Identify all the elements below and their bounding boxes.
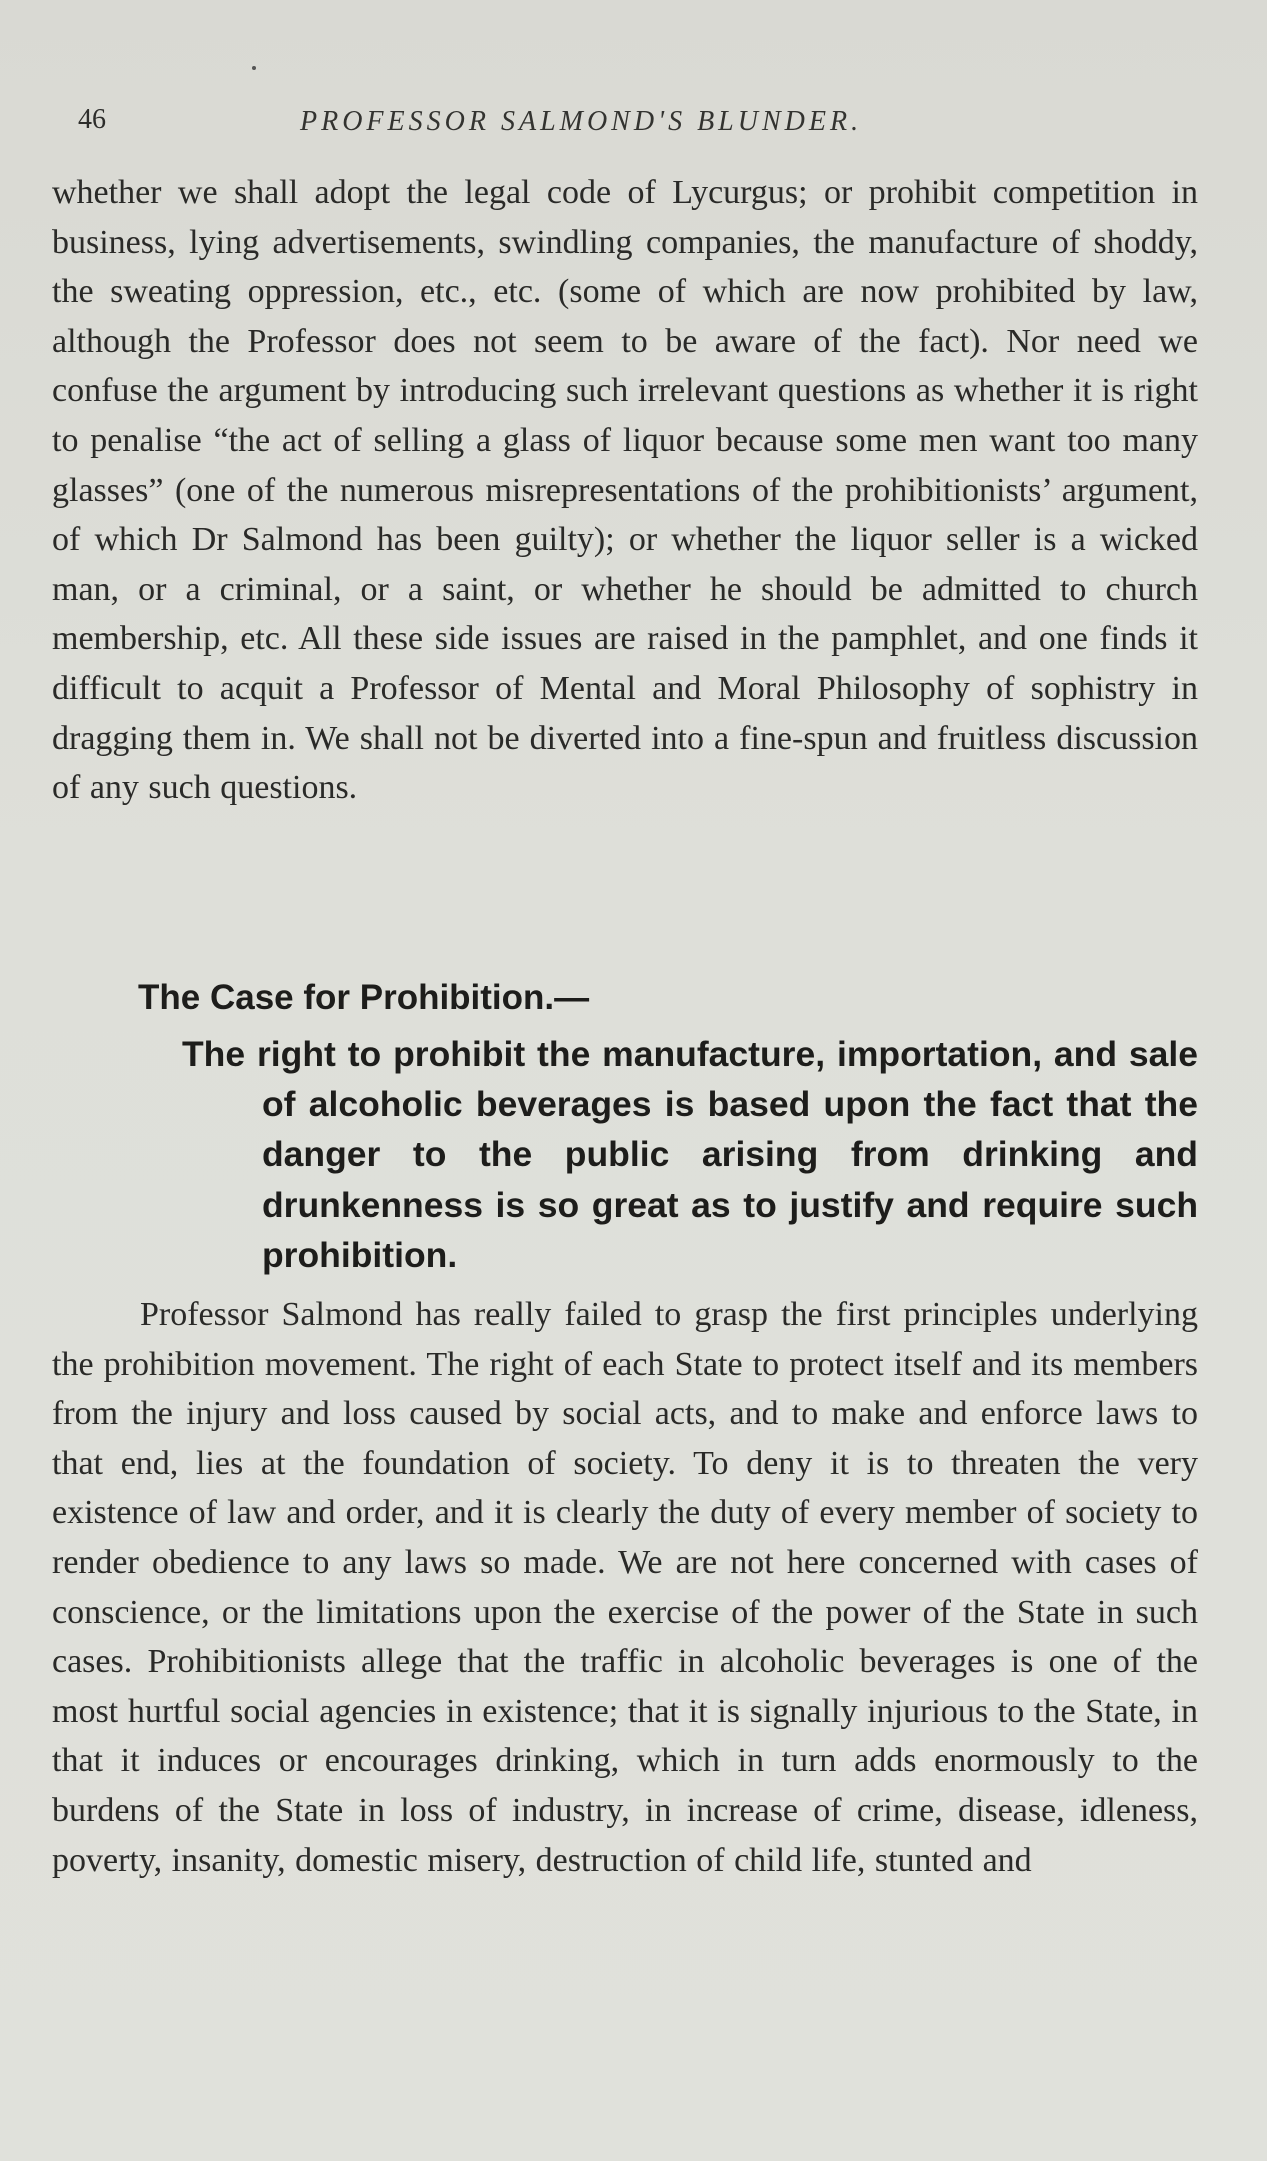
page-header: [78, 104, 1198, 144]
running-head: PROFESSOR SALMOND'S BLUNDER.: [300, 106, 863, 137]
section-proposition: The right to prohibit the manufacture, importation, and sale of alcoholic beverages is based upon the fact that the danger to the public arising from drinking and drunkenness is so great as to justify and require such prohibition.: [182, 1034, 1198, 1275]
page-number: 46: [78, 104, 106, 135]
body-paragraph-1: whether we shall adopt the legal code of Lycurgus; or prohibit competition in business, lying advertisements, swindling companies, the manufacture of shoddy, the sweating oppression, etc., etc. (some of which are now prohibited by law, although the Professor does not seem to be aware of the fact). Nor need we confuse the argument by introducing such irrelevant questions as whether it is right to penalise “the act of selling a glass of liquor because some men want too many glasses” (one of the numerous misrepresentations of the prohibitionists’ argument, of which Dr Salmond has been guilty); or whether the liquor seller is a wicked man, or a criminal, or a saint, or whether he should be admitted to church membership, etc. All these side issues are raised in the pamphlet, and one finds it difficult to acquit a Professor of Mental and Moral Philosophy of sophistry in dragging them in. We shall not be diverted into a fine-spun and fruitless discussion of any such questions.: [52, 174, 1198, 807]
ink-speck: [252, 66, 256, 70]
body-paragraph-2: Professor Salmond has really failed to grasp the first principles underlying the prohibition movement. The right of each State to protect itself and its members from the injury and loss caused by social acts, and to make and enforce laws to that end, lies at the foundation of society. To deny it is to threaten the very existence of law and order, and it is clearly the duty of every member of society to render obedience to any laws so made. We are not here concerned with cases of conscience, or the limitations upon the exercise of the power of the State in such cases. Prohibitionists allege that the traffic in alcoholic beverages is one of the most hurtful social agencies in existence; that it is signally injurious to the State, in that it induces or encourages drinking, which in turn adds enormously to the burdens of the State in loss of industry, in increase of crime, disease, idleness, poverty, insanity, domestic misery, destruction of child life, stunted and: [52, 1296, 1198, 1879]
section-heading: The Case for Prohibition.—: [138, 978, 590, 1017]
